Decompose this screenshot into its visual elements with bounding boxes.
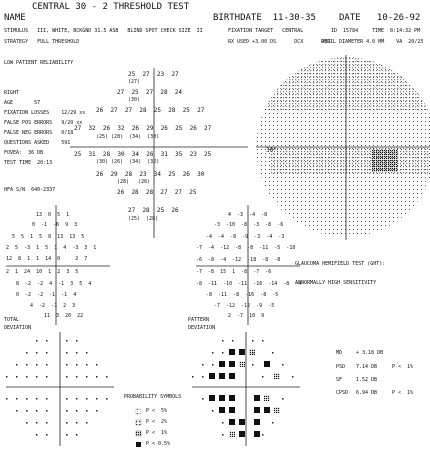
- index-p: P < 1%: [392, 364, 414, 370]
- fixation-target: FIXATION TARGET CENTRAL: [228, 28, 304, 34]
- index-name: MD: [336, 350, 343, 356]
- pd-row: -8 -11 -8 -16 -8 -5: [206, 292, 279, 298]
- threshold-row: 27 28 25 26: [128, 207, 179, 214]
- threshold-row: 27 25 27 28 24: [117, 89, 183, 96]
- name-label: NAME: [4, 13, 26, 23]
- threshold-paren: (30): [128, 97, 141, 103]
- td-row: 2 5 -3 1 5 1 4 -3 3 1: [6, 245, 97, 251]
- birthdate: BIRTHDATE 11-30-35: [213, 13, 316, 23]
- index-p: P < 1%: [392, 390, 414, 396]
- probability-item: P < 5%: [146, 408, 168, 414]
- pd-axes: [196, 205, 300, 325]
- probability-item: P < 1%: [146, 430, 168, 436]
- patient-id: ID 15784: [331, 28, 359, 34]
- td-row: 13 0 5 1: [36, 212, 70, 218]
- strategy-line: STRATEGY FULL THRESHOLD: [4, 39, 80, 45]
- td-row: 4 -2 -1 2 3: [30, 303, 76, 309]
- rx-used: RX USED +3.00 DS DCX DEG: [228, 39, 331, 45]
- ght-label: GLAUCOMA HEMIFIELD TEST (GHT):: [295, 261, 386, 267]
- pupil-diameter: PUPIL DIAMETER 4.0 MM VA 20/25: [321, 39, 424, 45]
- td-axes: [6, 205, 110, 325]
- threshold-paren: (28) (26): [117, 179, 151, 185]
- pd-row: -7 -8 15 1 -8 -7 -6: [196, 269, 272, 275]
- probability-item: P < 0.5%: [146, 441, 171, 447]
- td-row: 11 3 20 22: [44, 313, 84, 319]
- threshold-paren: (25) (28) (34) (30): [96, 134, 160, 140]
- eye-label: RIGHT: [4, 90, 20, 96]
- threshold-row: 25 31 28 30 34 26 31 35 23 25: [74, 151, 212, 158]
- td-probability-plot: [6, 332, 114, 446]
- threshold-row: 26 29 28 23 34 25 26 30: [96, 171, 205, 178]
- threshold-row: 26 27 27 28 25 28 25 27: [96, 107, 205, 114]
- td-row: 2 1 24 10 1 2 3 5: [6, 269, 79, 275]
- pd-row: -7 -12 -12 -9 -5: [214, 303, 275, 309]
- index-name: CPSD: [336, 390, 349, 396]
- serial-number: HFA S/N 640-2337: [4, 187, 56, 193]
- threshold-paren: (25) (28): [128, 216, 159, 222]
- pd-row: 2 -7 10 9: [228, 313, 265, 319]
- index-value: 1.52 DB: [356, 377, 378, 383]
- pd-row: -3 -10 -8 -3 -8 -6: [214, 222, 284, 228]
- pd-label-2: DEVIATION: [188, 325, 216, 331]
- threshold-paren: (27): [128, 79, 141, 85]
- blind-spot-shading: [372, 150, 398, 172]
- threshold-row: 26 28 28 27 27 25: [117, 189, 197, 196]
- stat-false-neg: FALSE NEG ERRORS 0/18: [4, 130, 74, 136]
- td-row: 5 5 1 5 8 13 13 5: [12, 234, 85, 240]
- pd-label: PATTERN: [188, 317, 210, 323]
- index-name: SF: [336, 377, 343, 383]
- test-time-clock: TIME 8:14:32 PM: [372, 28, 421, 34]
- stimulus-line: STIMULUS III, WHITE, BCKGND 31.5 ASB BLIND SPOT CHECK SIZE II: [4, 28, 203, 34]
- stat-test-time: TEST TIME 20:13: [4, 160, 53, 166]
- pd-row: -4 -4 -8 -9 -3 -4 -3: [206, 234, 285, 240]
- index-value: 7.14 DB: [356, 364, 378, 370]
- reliability-warning: LOW PATIENT RELIABILITY: [4, 60, 74, 66]
- pd-row: 4 -3 -4 -8: [228, 212, 268, 218]
- pd-row: -8 -11 -10 -11 -16 -14 -8 -4: [196, 281, 302, 287]
- threshold-axes: [70, 68, 248, 238]
- td-row: 12 8 1 1 14 0 2 7: [6, 256, 88, 262]
- axis-label-30: 30°: [266, 147, 277, 154]
- pd-row: -7 -4 -12 -8 -8 -11 -5 -10: [196, 245, 296, 251]
- index-value: 6.94 DB: [356, 390, 378, 396]
- index-value: + 3.18 DB: [356, 350, 384, 356]
- ght-result: ABNORMALLY HIGH SENSITIVITY: [295, 280, 377, 286]
- stat-age: AGE 57: [4, 100, 41, 106]
- test-title: CENTRAL 30 - 2 THRESHOLD TEST: [32, 2, 190, 12]
- probability-title: PROBABILITY SYMBOLS: [124, 394, 182, 400]
- td-row: 8 -2 -2 4 -1 3 5 4: [16, 281, 92, 287]
- probability-symbol-icons: [136, 409, 141, 447]
- pd-row: -6 -8 -4 -12 -18 -8 -8: [196, 257, 281, 263]
- pd-probability-plot: [192, 332, 300, 446]
- stat-false-pos: FALSE POS ERRORS 9/20 xx: [4, 120, 83, 126]
- stat-fixation-losses: FIXATION LOSSES 12/29 xx: [4, 110, 86, 116]
- stat-questions: QUESTIONS ASKED 591: [4, 140, 71, 146]
- threshold-paren: (30) (26) (34) (32): [96, 159, 160, 165]
- td-row: 0 -1 -6 9 3: [32, 222, 78, 228]
- index-name: PSD: [336, 364, 346, 370]
- stat-fovea: FOVEA: 36 DB: [4, 150, 44, 156]
- td-label: TOTAL: [4, 317, 20, 323]
- td-label-2: DEVIATION: [4, 325, 32, 331]
- threshold-row: 27 32 26 32 26 29 26 25 26 27: [74, 125, 212, 132]
- test-date: DATE 10-26-92: [339, 13, 421, 23]
- td-row: 0 -2 -2 -1 -1 4: [16, 292, 77, 298]
- threshold-row: 25 27 23 27: [128, 71, 179, 78]
- probability-item: P < 2%: [146, 419, 168, 425]
